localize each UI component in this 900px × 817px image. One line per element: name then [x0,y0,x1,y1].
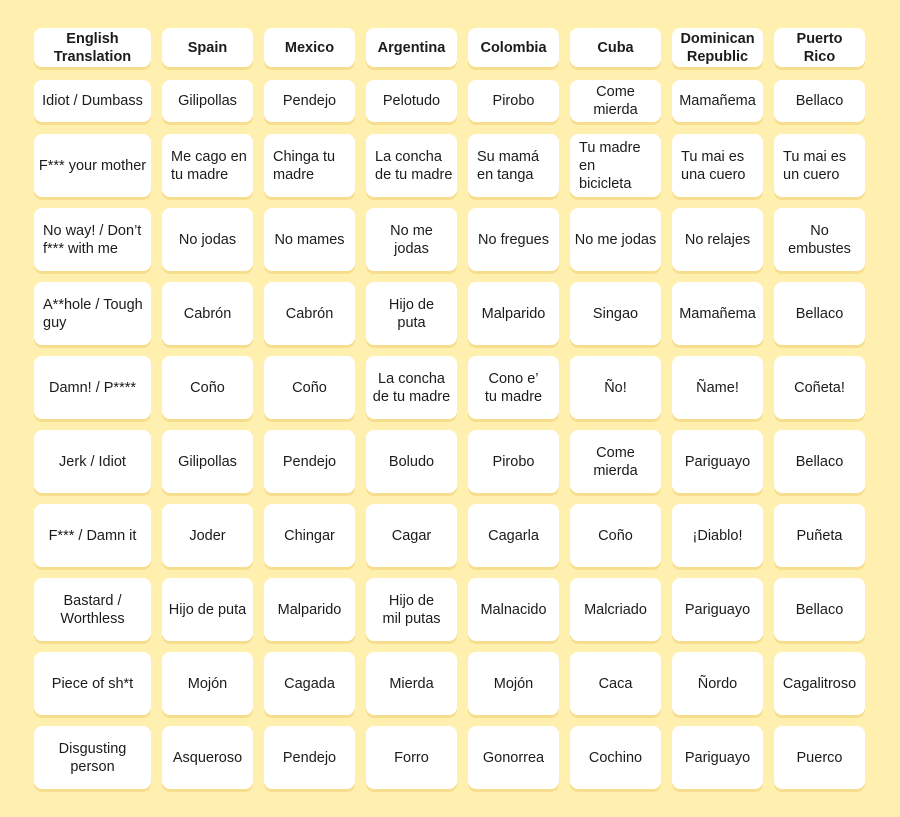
table-cell: Malcriado [570,578,661,641]
table-cell: Gilipollas [162,430,253,493]
column-header: Mexico [264,28,355,67]
table-cell: Cono e’ tu madre [468,356,559,419]
table-cell: Hijo de puta [366,282,457,345]
table-cell: Bellaco [774,430,865,493]
table-cell: No embustes [774,208,865,271]
table-cell: Mamañema [672,80,763,122]
translation-cell: Disgusting person [34,726,151,789]
table-cell: Malparido [264,578,355,641]
table-cell: Cabrón [264,282,355,345]
translation-cell: F*** your mother [34,134,151,197]
table-cell: Pendejo [264,726,355,789]
table-cell: Pirobo [468,80,559,122]
table-cell: Bellaco [774,80,865,122]
table-cell: Ño! [570,356,661,419]
table-cell: Mamañema [672,282,763,345]
translation-cell: Bastard / Worthless [34,578,151,641]
table-cell: Cagarla [468,504,559,567]
column-header: Argentina [366,28,457,67]
table-cell: Mojón [468,652,559,715]
table-cell: Mierda [366,652,457,715]
translation-cell: Jerk / Idiot [34,430,151,493]
table-cell: Cabrón [162,282,253,345]
table-cell: Pirobo [468,430,559,493]
table-cell: Bellaco [774,578,865,641]
table-cell: La concha de tu madre [366,356,457,419]
table-cell: Ñordo [672,652,763,715]
table-cell: Hijo de mil putas [366,578,457,641]
table-cell: Ñame! [672,356,763,419]
table-cell: Boludo [366,430,457,493]
table-cell: Cagar [366,504,457,567]
table-cell: Tu mai es un cuero [774,134,865,197]
translation-cell: Piece of sh*t [34,652,151,715]
table-cell: Mojón [162,652,253,715]
table-cell: Bellaco [774,282,865,345]
table-cell: No relajes [672,208,763,271]
table-cell: Pendejo [264,80,355,122]
translation-cell: F*** / Damn it [34,504,151,567]
table-cell: No mames [264,208,355,271]
table-cell: Malparido [468,282,559,345]
table-cell: Malnacido [468,578,559,641]
table-cell: Coño [570,504,661,567]
table-cell: Tu mai es una cuero [672,134,763,197]
table-cell: Cagalitroso [774,652,865,715]
table-cell: Gilipollas [162,80,253,122]
table-cell: Coñeta! [774,356,865,419]
translation-cell: Damn! / P**** [34,356,151,419]
table-cell: Cagada [264,652,355,715]
table-cell: No me jodas [570,208,661,271]
column-header: Colombia [468,28,559,67]
table-cell: Come mierda [570,430,661,493]
table-cell: Chingar [264,504,355,567]
table-cell: Su mamá en tanga [468,134,559,197]
table-cell: Me cago en tu madre [162,134,253,197]
table-cell: Coño [264,356,355,419]
table-cell: Puñeta [774,504,865,567]
table-cell: Pelotudo [366,80,457,122]
table-cell: Forro [366,726,457,789]
translation-cell: Idiot / Dumbass [34,80,151,122]
table-cell: No jodas [162,208,253,271]
translation-cell: A**hole / Tough guy [34,282,151,345]
table-cell: Pariguayo [672,578,763,641]
column-header: Spain [162,28,253,67]
table-cell: Hijo de puta [162,578,253,641]
table-cell: Joder [162,504,253,567]
table-cell: Singao [570,282,661,345]
table-cell: Gonorrea [468,726,559,789]
table-cell: No me jodas [366,208,457,271]
table-cell: Pariguayo [672,430,763,493]
column-header: Cuba [570,28,661,67]
table-cell: Caca [570,652,661,715]
table-cell: La concha de tu madre [366,134,457,197]
translation-cell: No way! / Don’t f*** with me [34,208,151,271]
table-cell: Coño [162,356,253,419]
table-cell: Pariguayo [672,726,763,789]
column-header: Dominican Republic [672,28,763,67]
column-header: English Translation [34,28,151,67]
table-cell: Chinga tu madre [264,134,355,197]
table-cell: Pendejo [264,430,355,493]
table-cell: Asqueroso [162,726,253,789]
table-cell: ¡Diablo! [672,504,763,567]
table-cell: Cochino [570,726,661,789]
table-cell: No fregues [468,208,559,271]
table-cell: Tu madre en bicicleta [570,134,661,197]
table-cell: Come mierda [570,80,661,122]
column-header: Puerto Rico [774,28,865,67]
table-cell: Puerco [774,726,865,789]
